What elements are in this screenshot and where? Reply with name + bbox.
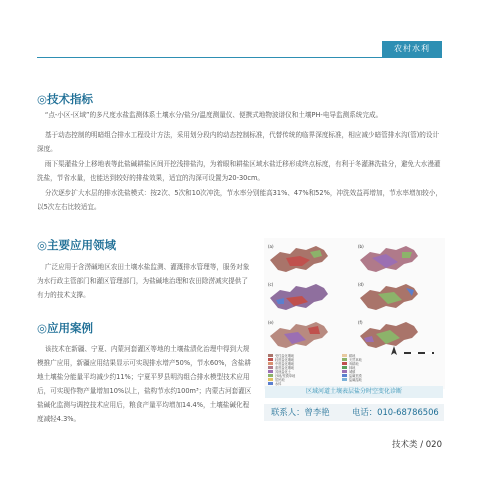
legend-item: 盐碱荒漠 <box>349 374 362 378</box>
legend-item: 受性盐化壤地 <box>275 354 295 358</box>
map-panel-a <box>268 244 328 272</box>
indicators-paragraph-3: 雨下渠灌盐分上移地表等此盐碱耕盐区间开挖浅排盐沟，为着眼和耕盐区域水盐迁移形成终点标度，有利于冬灌淋洗盐分，避免大水漫灌洗盐，节省水量，也能达到较好的排盐效果，适宜的沟深可设置为20-30cm。 <box>37 160 441 182</box>
page-number: 技术类 / 020 <box>392 440 442 450</box>
panel-label-a: (a) <box>268 244 274 249</box>
legend-item: 居民地 <box>275 378 285 382</box>
map-panel-c <box>268 282 328 310</box>
legend-item: 其他盐化土 <box>275 370 291 374</box>
legend-item: 中度盐化壤地 <box>275 362 295 366</box>
legend-item: 林地 <box>349 366 356 370</box>
contact-phone: 电话：010-68786506 <box>352 407 439 417</box>
header-divider <box>37 57 442 58</box>
legend-item: 天然草地 <box>349 358 362 362</box>
map-panel-d <box>358 282 418 310</box>
panel-label-f: (f) <box>358 320 363 325</box>
panel-label-e: (e) <box>268 320 274 325</box>
section-title-indicators: ◎技术指标 <box>37 92 94 106</box>
indicators-paragraph-2: 基于动态控制的明暗组合排水工程设计方法，采用划分段内的动态控制标准，代替传统的临界深度标准，相应减少暗管排水沟(管)的设计深度。 <box>37 131 440 153</box>
map-panel-e <box>268 320 328 348</box>
map-panel-b <box>358 244 418 272</box>
salinity-map-figure <box>264 238 445 389</box>
application-paragraph: 广泛应用于含涝碱地区农田土壤水盐监测、灌溉排水管理等，服务对象为水行政主管部门和灌区管理部门，为盐碱地治理和农田除涝减灾提供了有力的技术支撑。 <box>37 263 250 299</box>
north-arrow-icon <box>391 346 397 355</box>
legend-item: 水体 <box>275 382 282 386</box>
figure-caption: 区域河道土壤表层盐分时空变化诊断 <box>265 386 443 398</box>
indicators-paragraph-4: 分次逐步扩大水层的排水洗盐模式：按2次、5次和10次冲洗，节水率分别能高31%、47%和52%，冲洗效益再增加，节水率增加较小，以5次左右比较适宜。 <box>37 189 442 211</box>
panel-label-c: (c) <box>268 282 274 287</box>
cases-paragraph: 该技术在新疆、宁夏、内蒙河套灌区等地的土壤盐渍化治理中得到大规模推广应用，新疆应用结果显示可实现排水增产50%，节水60%，含盐耕地土壤盐分能量平均减少约11%；宁夏平罗县明沟组合排水模型技术应用后，可实现作物产量增加10%以上，盐构节水约100m³；内蒙古河套灌区盐碱化监测与调控技术应用后，粮食产量平均增加14.4%，土壤盐碱化程度减轻4.3%。 <box>37 345 252 423</box>
category-tag: 农村水利 <box>382 41 442 57</box>
map-legend-right <box>342 353 363 382</box>
legend-item: 重度盐化壤地 <box>275 366 295 370</box>
contact-name: 联系人：曾李艳 <box>271 407 330 417</box>
section-title-application: ◎主要应用领域 <box>37 238 117 252</box>
legend-item: 城镇 <box>349 370 356 374</box>
scale-bar <box>404 352 434 354</box>
map-legend <box>268 353 296 386</box>
contact-box <box>264 404 444 421</box>
legend-item: 沙地/荒漠草地 <box>275 374 296 378</box>
legend-item: 耕地 <box>349 354 356 358</box>
legend-item: 盐碱湿地 <box>349 378 362 382</box>
map-panel-f <box>358 320 418 348</box>
panel-label-d: (d) <box>358 282 364 287</box>
legend-item: 弃耕地 <box>349 362 359 366</box>
section-title-cases: ◎应用案例 <box>37 321 94 335</box>
legend-item: 轻度盐化壤地 <box>275 358 295 362</box>
indicators-paragraph-1: “点-小区-区域”的多尺度水盐监测体系土壤水分/盐分/温度测量仪、便携式地物波谱仪和土壤PH-电导监测系统完成。 <box>44 111 383 119</box>
panel-label-b: (b) <box>358 244 364 249</box>
